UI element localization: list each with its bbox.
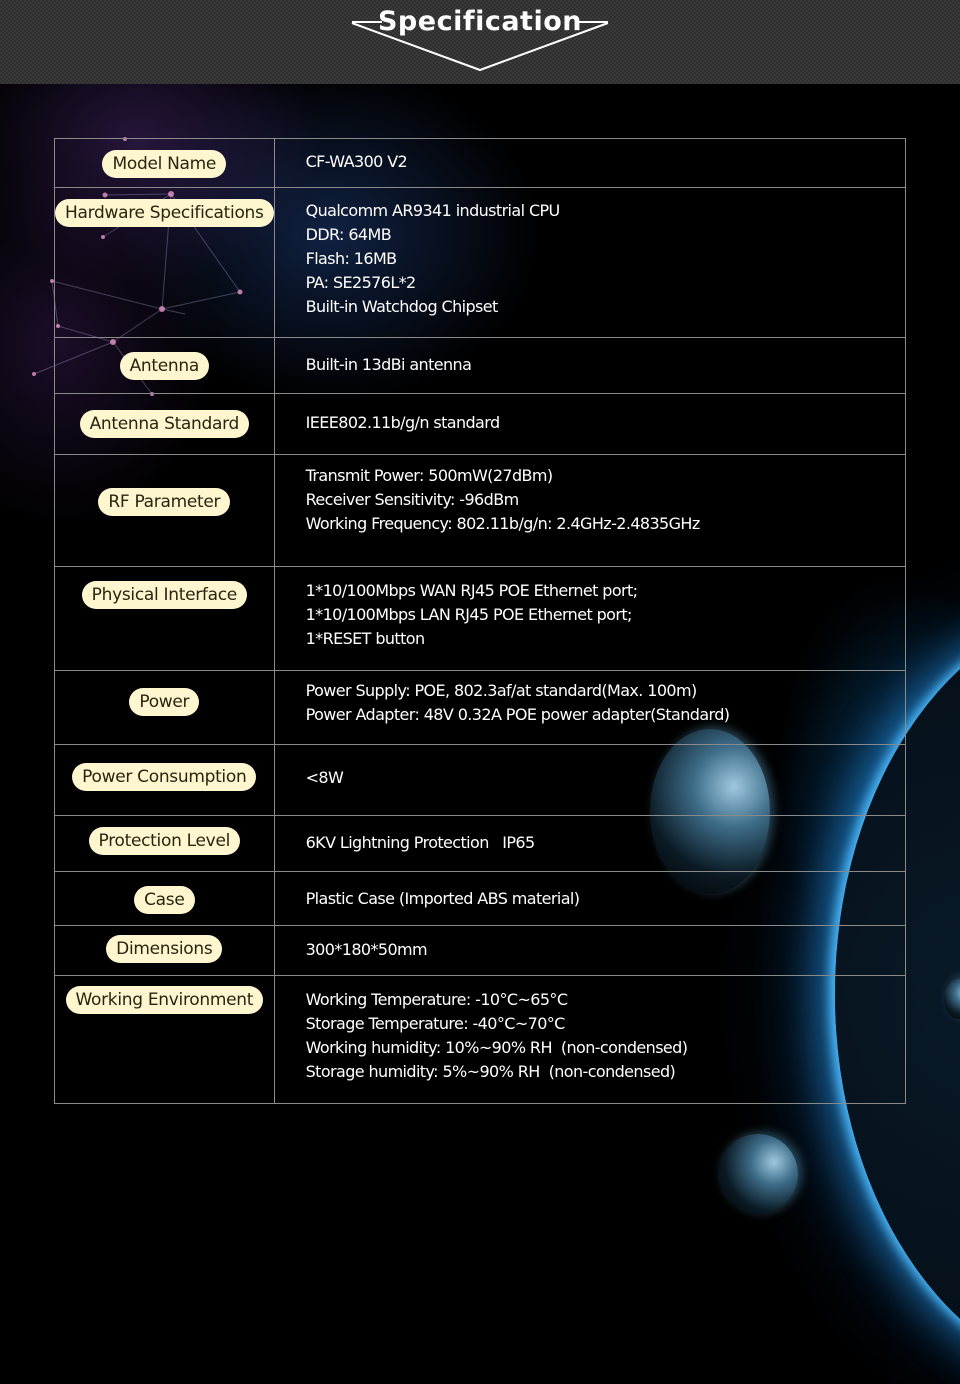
spec-value: Power Supply: POE, 802.3af/at standard(Max. 100m) [305, 681, 697, 700]
spec-label-rf-parameter: RF Parameter [98, 488, 230, 516]
spec-value: 300*180*50mm [305, 940, 428, 959]
spec-value: Plastic Case (Imported ABS material) [305, 889, 580, 908]
spec-value: 1*RESET button [305, 629, 425, 648]
spec-value: IEEE802.11b/g/n standard [305, 413, 500, 432]
spec-label-power: Power [129, 688, 199, 716]
section-title: Specification [377, 6, 582, 37]
spec-value: Storage Temperature: -40°C~70°C [305, 1014, 565, 1033]
spec-value: <8W [305, 768, 344, 787]
spec-value: Working humidity: 10%~90% RH (non-condensed) [305, 1038, 688, 1057]
spec-label-working-environment: Working Environment [66, 986, 264, 1014]
spec-value: Working Frequency: 802.11b/g/n: 2.4GHz-2.4835GHz [305, 514, 700, 533]
spec-value: 1*10/100Mbps LAN RJ45 POE Ethernet port; [305, 605, 632, 624]
spec-value: Qualcomm AR9341 industrial CPU [305, 201, 560, 220]
spec-value: Flash: 16MB [305, 249, 397, 268]
spec-label-protection-level: Protection Level [89, 827, 240, 855]
table-row [55, 394, 906, 455]
table-row [55, 139, 906, 188]
table-row [55, 338, 906, 394]
specification-table [54, 138, 906, 1104]
spec-value: 6KV Lightning Protection IP65 [305, 833, 535, 852]
spec-label-case: Case [134, 886, 194, 914]
spec-value: CF-WA300 V2 [305, 152, 408, 171]
table-row [55, 671, 906, 745]
spec-value: Storage humidity: 5%~90% RH (non-condensed) [305, 1062, 676, 1081]
spec-label-model-name: Model Name [102, 150, 226, 178]
spec-value: PA: SE2576L*2 [305, 273, 416, 292]
spec-label-hardware: Hardware Specifications [55, 199, 274, 227]
spec-value: DDR: 64MB [305, 225, 392, 244]
spec-label-physical-interface: Physical Interface [82, 581, 247, 609]
table-row [55, 567, 906, 671]
table-row [55, 455, 906, 567]
spec-label-dimensions: Dimensions [106, 935, 222, 963]
table-row [55, 816, 906, 872]
spec-value: Built-in 13dBi antenna [305, 355, 472, 374]
table-row [55, 745, 906, 816]
section-header [0, 0, 960, 84]
spec-label-antenna: Antenna [120, 352, 209, 380]
table-row [55, 188, 906, 338]
spec-value: Transmit Power: 500mW(27dBm) [305, 466, 553, 485]
spec-value: Working Temperature: -10°C~65°C [305, 990, 568, 1009]
moon-decoration [718, 1134, 798, 1214]
table-row [55, 976, 906, 1104]
table-row [55, 872, 906, 926]
spec-value: Receiver Sensitivity: -96dBm [305, 490, 519, 509]
spec-value: 1*10/100Mbps WAN RJ45 POE Ethernet port; [305, 581, 638, 600]
spec-value: Built-in Watchdog Chipset [305, 297, 498, 316]
spec-label-antenna-standard: Antenna Standard [80, 410, 249, 438]
table-row [55, 926, 906, 976]
spec-value: Power Adapter: 48V 0.32A POE power adapter(Standard) [305, 705, 730, 724]
spec-label-power-consumption: Power Consumption [72, 763, 256, 791]
